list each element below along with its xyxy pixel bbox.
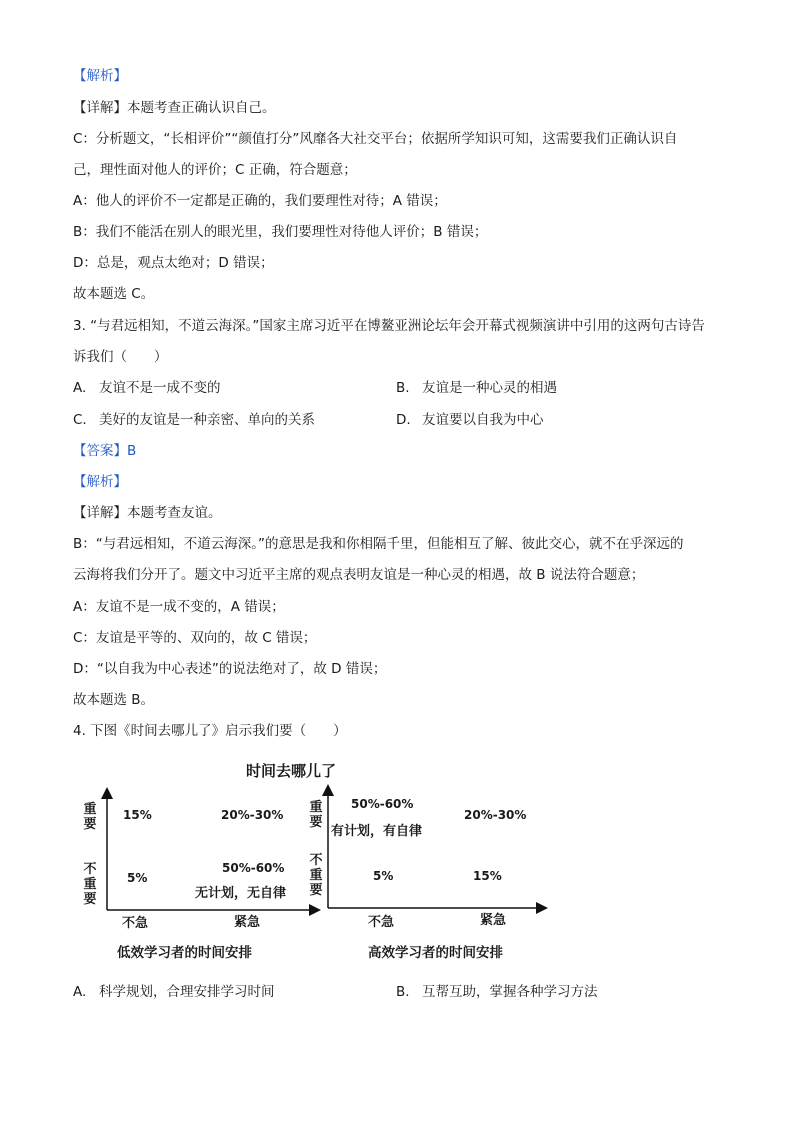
q2-d-line: D：总是，观点太绝对；D 错误； — [73, 255, 274, 271]
q2-detail: 【详解】本题考查正确认识自己。 — [73, 100, 276, 116]
right-note: 有计划，有自律 — [331, 824, 423, 839]
q3-conclusion: 故本题选 B。 — [73, 692, 155, 708]
left-ylabel-important: 重要 — [83, 802, 97, 832]
right-cell-important-urgent: 20%-30% — [464, 808, 527, 822]
right-cell-unimportant-noturgent: 5% — [373, 869, 394, 883]
q3-a-line: A：友谊不是一成不变的，A 错误； — [73, 599, 285, 615]
q3-option-a-text: 友谊不是一成不变的 — [99, 380, 221, 396]
q2-c-line-2: 己，理性面对他人的评价；C 正确，符合题意； — [73, 162, 357, 178]
left-caption: 低效学习者的时间安排 — [117, 945, 252, 961]
left-cell-unimportant-urgent: 50%-60% — [222, 861, 285, 875]
left-ylabel-unimportant: 不重要 — [83, 862, 97, 907]
left-cell-important-noturgent: 15% — [123, 808, 152, 822]
q3-b-line-1: B：“与君远相知，不道云海深。”的意思是我和你相隔千里，但能相互了解、彼此交心，就不在乎深远的 — [73, 536, 684, 552]
right-xlabel-urgent: 紧急 — [480, 913, 507, 928]
q3-option-d-label: D. — [396, 412, 411, 428]
q3-stem-line-1: 3. “与君远相知，不道云海深。”国家主席习近平在博鳌亚洲论坛年会开幕式视频演讲中引用的这两句古诗告 — [73, 318, 705, 334]
q4-option-b-text: 互帮互助，掌握各种学习方法 — [422, 984, 598, 1000]
q2-b-line: B：我们不能活在别人的眼光里，我们要理性对待他人评价；B 错误； — [73, 224, 488, 240]
q4-option-a-text: 科学规划，合理安排学习时间 — [99, 984, 275, 1000]
q3-option-d-text: 友谊要以自我为中心 — [422, 412, 544, 428]
q3-jiexi-heading: 【解析】 — [73, 474, 127, 490]
q4-option-b-label: B. — [396, 984, 410, 1000]
q4-option-b — [396, 982, 598, 1002]
right-cell-unimportant-urgent: 15% — [473, 869, 502, 883]
q3-option-c-text: 美好的友谊是一种亲密、单向的关系 — [99, 412, 315, 428]
left-note: 无计划，无自律 — [195, 886, 287, 901]
left-cell-important-urgent: 20%-30% — [221, 808, 284, 822]
q4-option-a-label: A. — [73, 984, 87, 1000]
q3-stem-line-2: 诉我们（ ） — [73, 349, 168, 365]
q3-option-b-text: 友谊是一种心灵的相遇 — [422, 380, 557, 396]
right-xlabel-noturgent: 不急 — [368, 915, 395, 930]
right-cell-important-noturgent: 50%-60% — [351, 797, 414, 811]
left-xlabel-noturgent: 不急 — [122, 916, 149, 931]
q2-c-line-1: C：分析题文，“长相评价”“颜值打分”风靡各大社交平台；依据所学知识可知，这需要我们正确认识自 — [73, 131, 678, 147]
q4-option-a — [73, 982, 275, 1002]
right-ylabel-important: 重要 — [309, 800, 323, 830]
chart-title: 时间去哪儿了 — [246, 762, 337, 780]
q3-detail: 【详解】本题考查友谊。 — [73, 505, 222, 521]
q3-option-a-label: A. — [73, 380, 87, 396]
q3-c-line: C：友谊是平等的、双向的，故 C 错误； — [73, 630, 317, 646]
q3-d-line: D：“以自我为中心表述”的说法绝对了，故 D 错误； — [73, 661, 387, 677]
q3-b-line-2: 云海将我们分开了。题文中习近平主席的观点表明友谊是一种心灵的相遇，故 B 说法符合题意； — [73, 567, 645, 583]
left-xlabel-urgent: 紧急 — [234, 915, 261, 930]
right-ylabel-unimportant: 不重要 — [309, 853, 323, 898]
q2-jiexi-heading: 【解析】 — [73, 68, 127, 84]
q3-option-c-label: C. — [73, 412, 87, 428]
q2-a-line: A：他人的评价不一定都是正确的，我们要理性对待；A 错误； — [73, 193, 447, 209]
left-cell-unimportant-noturgent: 5% — [127, 871, 148, 885]
q3-answer: 【答案】B — [73, 443, 137, 459]
right-caption: 高效学习者的时间安排 — [368, 945, 503, 961]
q3-option-b-label: B. — [396, 380, 410, 396]
q4-stem: 4. 下图《时间去哪儿了》启示我们要（ ） — [73, 723, 347, 739]
q2-conclusion: 故本题选 C。 — [73, 286, 155, 302]
